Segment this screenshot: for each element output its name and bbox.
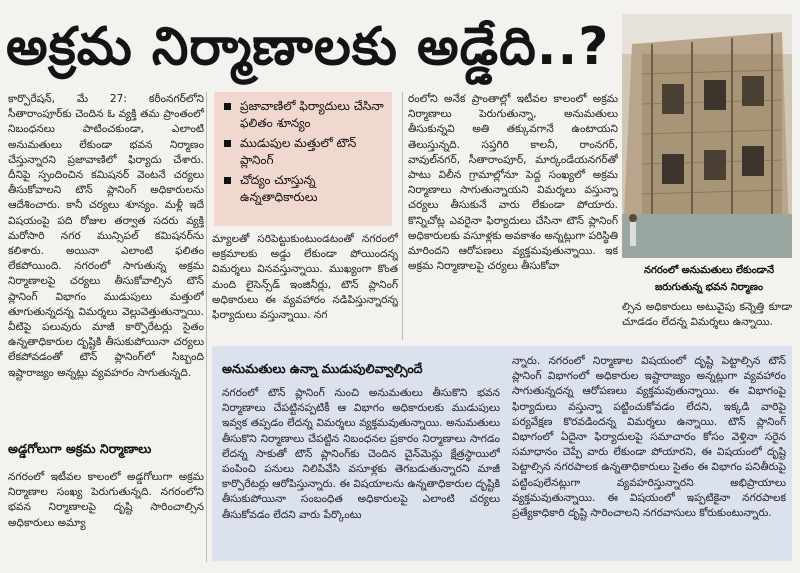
column-1-continued-text: నగరంలో ఇటీవల కాలంలో అడ్డగోలుగా అక్రమ నిర్మాణాల సంఖ్య పెరుగుతున్నది. నగరంలోని భవన నిర్మాణాలపై దృష్టి సారించాల్సిన అధికారులు అమ్యా <box>8 471 204 529</box>
highlight-item: చోద్యం చూస్తున్న ఉన్నతాధికారులు <box>224 172 384 205</box>
construction-photo <box>622 14 792 258</box>
article-column-1-continued <box>8 470 204 566</box>
article-column-1 <box>8 92 204 432</box>
box-title: అనుమతులు ఉన్నా ముడుపులివ్వాల్సిందే <box>222 361 423 376</box>
square-bullet-icon <box>224 177 231 184</box>
highlight-item: ముడుపుల మత్తులో టౌన్ ప్లానింగ్ <box>224 135 384 168</box>
highlights-box <box>214 92 392 226</box>
box-column-right: న్నారు. నగరంలో నిర్మాణాల విషయంలో దృష్టి పెట్టాల్సిన టౌన్ ప్లానింగ్ విభాగంలో అధికారుల ఇష్టారాజ్యం అన్నట్లుగా వ్యవహారం సాగుతున్నదన్న ఆరోపణలు వ్యక్తమవుతున్నాయి. ఈ విభాగంపై ఫిర్యాదులు వస్తున్నా పట్టించుకోవడం లేదని, ఇక్కడి వారిపై పర్యవేక్షణ కొరవడిందన్న విమర్శలు ఉన్నాయి. టౌన్ ప్లానింగ్ విభాగంలో ఏదైనా ఫిర్యాదులపై సమాచారం కోసం వెళ్తినా సరైన సమాధానం చెప్పే వారు లేకుండా పోయారని, ఈ విషయంలో దృష్టి పెట్టాల్సిన నగరపాలక ఉన్నతాధికారులు సైతం ఈ విభాగం పనితీరుపై పట్టింపులేనట్లుగా వ్యవహరిస్తున్నారని అభిప్రాయాలు వ్యక్తమవుతున్నాయి. ఈ విషయంలో ఇప్పటికైనా నగరపాలక ప్రత్యేకాధికారి దృష్టి సారించాలని నగరవాసులు కోరుకుంటున్నారు. <box>512 355 786 520</box>
square-bullet-icon <box>224 103 231 110</box>
subheading: అడ్డగోలుగా అక్రమ నిర్మాణాలు <box>8 441 152 456</box>
column-divider <box>206 92 207 562</box>
column-divider <box>402 92 403 340</box>
sidebar-box <box>212 346 792 561</box>
article-column-4: ల్సిన అధికారులు అటువైపు కన్నెత్తి కూడా చూడడం లేదన్న విమర్శలు ఉన్నాయి. <box>622 301 792 329</box>
column-1-text: కార్పొరేషన్, మే 27: కరీంనగర్‌లోని సీతారాంపూర్‌కు చెందిన ఓ వ్యక్తి తమ ప్రాంతంలో నిబంధనలు పాటించకుండా, ఎలాంటి అనుమతులు లేకుండా భవన నిర్మాణం చేస్తున్నారని ప్రజావాణిలో ఫిర్యాదు చేశారు. దీనిపై స్పందించిన కమిషనర్ వెంటనే చర్యలు తీసుకోవాలని టౌన్ ప్లానింగ్ అధికారులను ఆదేశించారు. కానీ చర్యలు శూన్యం. మళ్లీ ఇదే విషయంపై పది రోజుల తర్వాత సదరు వ్యక్తి మరోసారి నగర మున్సిపల్ కమిషనర్‌ను కలిశారు. అయినా ఎలాంటి ఫలితం లేకపోయింది. నగరంలో సాగుతున్న అక్రమ నిర్మాణాలపై చర్యలు తీసుకోవాల్సిన టౌన్ ప్లానింగ్ విభాగం ముడుపులు మత్తులో తూగుతున్నదన్న విమర్శలు వెల్లువెత్తుతున్నాయి. వీటిపై పలువురు మాజీ కార్పొరేటర్లు సైతం ఉన్నతాధికారుల దృష్టికి తీసుకుపోయినా చర్యలు లేకపోవడంతో టౌన్ ప్లానింగ్‌లో సిబ్బంది ఇష్టారాజ్యం అన్నట్లు వ్యవహరం సాగుతున్నది. <box>8 93 204 379</box>
article-column-2: మ్యాలతో సరిపెట్టుకుంటుండటంతో నగరంలో అక్రమాలకు అడ్డు లేకుండా పోయిందన్న విమర్శలు వినవస్తున్నాయి. ముఖ్యంగా కొంత మంది లైసెన్స్‌డ్ ఇంజినీర్లు, టౌన్ ప్లానింగ్ అధికారులు ఈ వ్యవహారం నడిపిస్తున్నారన్న ఫిర్యాదులు వస్తున్నాయి. నగ <box>212 233 398 322</box>
highlight-item: ప్రజావాణిలో ఫిర్యాదులు చేసినా ఫలితం శూన్యం <box>224 98 384 131</box>
square-bullet-icon <box>224 140 231 147</box>
box-column-left: నగరంలో టౌన్ ప్లానింగ్ నుంచి అనుమతులు తీసుకొని భవన నిర్మాణాలు చేపట్టినప్పటికీ ఆ విభాగం అధికారులకు ముడుపులు ఇవ్వక తప్పడం లేదన్న విమర్శలు వ్యక్తమవుతున్నాయి. అనుమతులు తీసుకొని నిర్మాణాలు చేపట్టిన నిబంధనల ప్రకారం నిర్మాణాలు సాగడం లేదన్న సాకుతో టౌన్ ప్లానింగ్‌కు చెందిన చైన్‌మెన్లు క్షేత్రస్థాయిలో పంపించి పనులు నిలిపివేసి వసూళ్లకు తెగబడుతున్నారని మాజీ కార్పొరేటర్లు ఆరోపిస్తున్నారు. ఈ విషయాలను ఉన్నతాధికారుల దృష్టికి తీసుకుపోయినా సంబంధిత అధికారులపై ఎలాంటి చర్యలు తీసుకోవడం లేదని వారు పేర్కొంటు <box>222 387 500 521</box>
building-image <box>622 14 792 258</box>
article-column-3: రంలోని అనేక ప్రాంతాల్లో ఇటీవల కాలంలో అక్రమ నిర్మాణాలు పెరుగుతున్నా, అనుమతులు తీసుకున్నవి అతి తక్కువగానే ఉంటాయని తెలుస్తున్నది. సప్తగిరి కాలనీ, రాంనగర్, వావుల్‌నగర్, సీతారాంపూర్, మార్కండేయనగర్‌తో పాటు విలీన గ్రామాల్లోనూ పెద్ద సంఖ్యలో అక్రమ నిర్మాణాలు సాగుతున్నాయని విమర్శలు వస్తున్నా చర్యలు తీసుకునే వారు లేకుండా పోయారు. కొన్నిచోట్ల ఎవరైనా ఫిర్యాదులు చేసినా టౌన్ ప్లానింగ్ అధికారులకు వసూళ్లకు అవకాశం అన్నట్లుగా పరిస్థితి మారిందని ఆరోపణలు వ్యక్తమవుతున్నాయి. ఇక అక్రమ నిర్మాణాలపై చర్యలు తీసుకోవా <box>408 93 618 273</box>
headline: అక్రమ నిర్మాణాలకు అడ్డేది..? <box>6 17 610 77</box>
photo-caption: నగరంలో అనుమతులు లేకుండానే జరుగుతున్న భవన నిర్మాణం <box>643 265 774 293</box>
